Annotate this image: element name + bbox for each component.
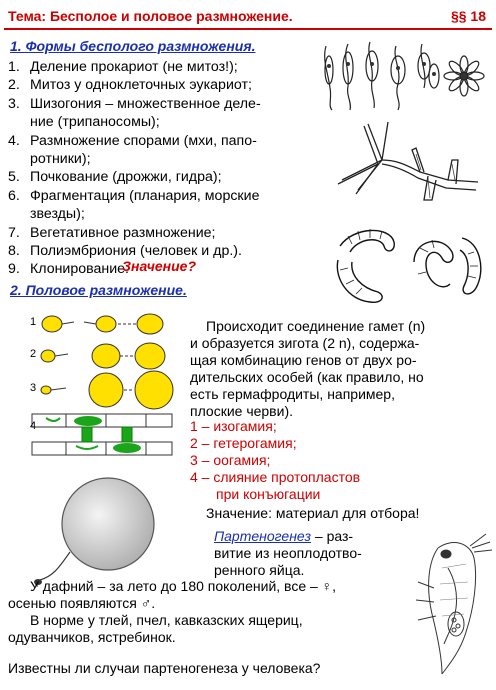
daphnia-illustration bbox=[408, 528, 494, 678]
list-item: 9. Клонирование. bbox=[8, 261, 129, 278]
daphnia-line-2: осенью появляются ♂. bbox=[8, 595, 156, 611]
list-item: 1. Деление прокариот (не митоз!); bbox=[8, 59, 238, 75]
egg-cell-illustration bbox=[30, 468, 170, 588]
diagram-label: 1 bbox=[30, 316, 37, 328]
section2-heading: 2. Половое размножение. bbox=[10, 282, 187, 298]
gamy-types-list: 1 – изогамия; 2 – гетерогамия; 3 – оогамия; 4 – слияние протопластов при конъюгации bbox=[190, 418, 361, 502]
section1-heading: 1. Формы бесполого размножения. bbox=[10, 38, 256, 54]
list-item: 7. Вегетативное размножение; bbox=[8, 224, 216, 241]
page-title: Тема: Бесполое и половое размножение. bbox=[8, 8, 293, 24]
meaning-statement: Значение: материал для отбора! bbox=[206, 505, 420, 521]
meaning-question: Значение? bbox=[122, 258, 196, 274]
asexual-forms-list bbox=[8, 58, 308, 279]
sexual-reproduction-paragraph: Происходит соединение гамет (n) и образуется зигота (2 n), содержа- щая комбинацию генов от двух ро- дительских особей (как правило, но есть гермафродиты, например, плоские черви). bbox=[190, 318, 426, 419]
human-parthenogenesis-question: Известны ли случаи партеногенеза у человека? bbox=[8, 660, 321, 676]
parthenogenesis-definition: Партеногенез – раз- витие из неоплодотво- ренного яйца. bbox=[214, 528, 362, 578]
norm-line-1: В норме у тлей, пчел, кавказских ящериц, bbox=[30, 612, 303, 628]
page-header bbox=[4, 6, 492, 30]
list-item: 6. Фрагментация (планария, морские звезды); bbox=[8, 187, 260, 223]
parthenogenesis-term: Партеногенез bbox=[214, 528, 312, 544]
diagram-label: 3 bbox=[30, 382, 37, 394]
list-item: 2. Митоз у одноклеточных эукариот; bbox=[8, 77, 252, 94]
starfish-illustration bbox=[328, 120, 488, 220]
list-item: 4. Размножение спорами (мхи, папо- ротники); bbox=[8, 132, 257, 168]
diagram-label: 2 bbox=[30, 348, 37, 360]
diagram-label: 4 bbox=[30, 420, 37, 432]
section-number: §§ 18 bbox=[450, 8, 486, 24]
list-item: 8. Полиэмбриония (человек и др.). bbox=[8, 243, 242, 260]
list-item: 3. Шизогония – множественное деле- ние (трипаносомы); bbox=[8, 95, 261, 131]
list-item: 5. Почкование (дрожжи, гидра); bbox=[8, 169, 222, 186]
worm-fragmentation-illustration bbox=[330, 222, 490, 312]
daphnia-line-1: У дафний – за лето до 180 поколений, все – ♀, bbox=[30, 578, 337, 594]
norm-line-2: одуванчиков, ястребинок. bbox=[8, 629, 176, 645]
gamete-types-diagram bbox=[26, 310, 186, 470]
protists-illustration bbox=[318, 36, 488, 114]
